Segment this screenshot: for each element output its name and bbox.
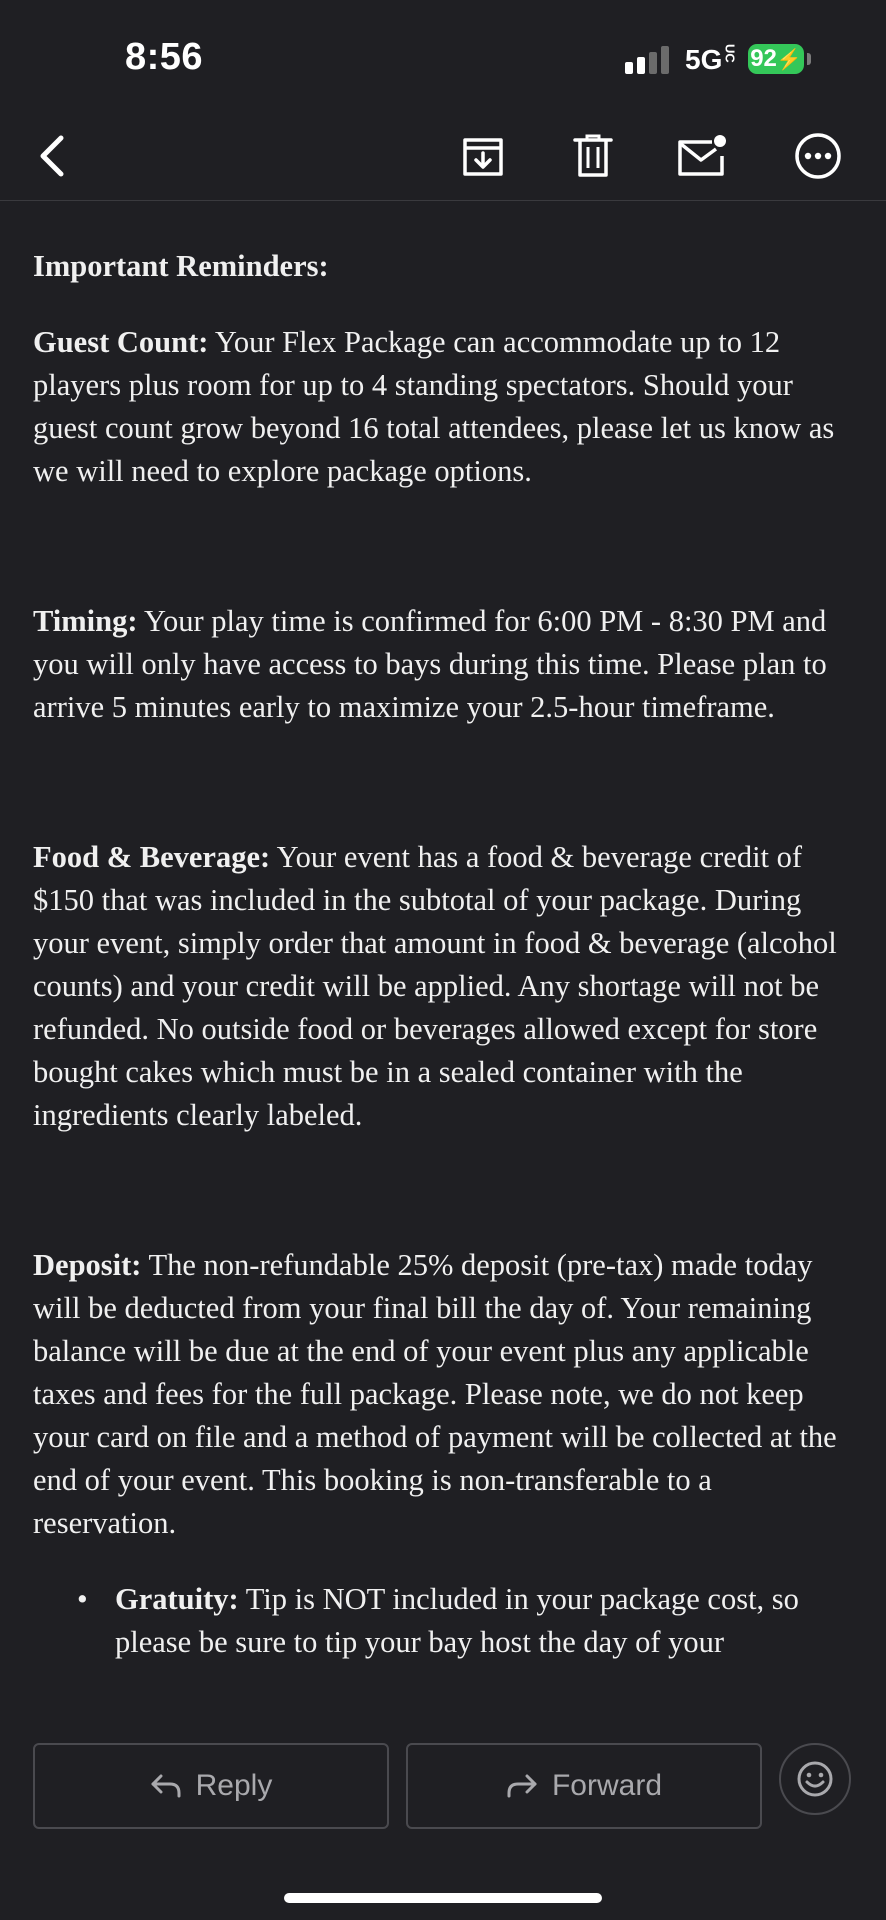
section-text: Tip is NOT included in your package cost, so please be sure to tip your bay host the day of your	[115, 1582, 799, 1659]
deposit-paragraph	[33, 1244, 858, 1545]
section-text: Your Flex Package can accommodate up to 12 players plus room for up to 4 standing spectators. Should your guest count grow beyond 16 total attendees, please let us know as we will need to explore package options.	[33, 325, 835, 488]
gratuity-list-item	[33, 1578, 858, 1664]
home-indicator[interactable]	[284, 1893, 602, 1903]
mark-unread-button[interactable]	[675, 128, 731, 184]
forward-button[interactable]	[406, 1743, 762, 1829]
network-indicator: 5GUC	[685, 44, 738, 75]
reply-icon	[150, 1773, 182, 1799]
section-label: Food & Beverage:	[33, 840, 271, 874]
status-time: 8:56	[125, 36, 204, 78]
email-heading: Important Reminders:	[33, 249, 329, 283]
unread-mail-icon	[676, 132, 730, 180]
back-button[interactable]	[25, 128, 81, 184]
section-label: Timing:	[33, 604, 138, 638]
timing-paragraph	[33, 600, 858, 729]
bottom-action-bar	[0, 1732, 886, 1920]
status-bar	[0, 0, 886, 110]
section-label: Gratuity:	[115, 1582, 239, 1616]
trash-icon	[571, 132, 615, 180]
email-toolbar	[0, 110, 886, 201]
section-text: Your event has a food & beverage credit of $150 that was included in the subtotal of your package. During your event, simply order that amount in food & beverage (alcohol counts) and your credit will be applied. Any shortage will not be refunded. No outside food or beverages allowed except for store bought cakes which must be in a sealed container with the ingredients clearly labeled.	[33, 840, 837, 1132]
more-button[interactable]	[790, 128, 846, 184]
email-body	[33, 245, 858, 1664]
signal-icon	[625, 46, 671, 74]
battery-icon: 92⚡	[748, 44, 804, 74]
forward-label: Forward	[551, 1769, 663, 1802]
section-text: Your play time is confirmed for 6:00 PM - 8:30 PM and you will only have access to bays during this time. Please plan to arrive 5 minutes early to maximize your 2.5-hour timeframe.	[33, 604, 827, 724]
smiley-icon	[796, 1760, 834, 1798]
reply-label: Reply	[195, 1769, 273, 1802]
battery-level: 92	[750, 45, 777, 72]
section-text: The non-refundable 25% deposit (pre-tax) made today will be deducted from your final bill the day of. Your remaining balance will be due at the end of your event plus any applicable taxes and fees for the full package. Please note, we do not keep your card on file and a method of payment will be collected at the end of your event. This booking is non-transferable to a reservation.	[33, 1248, 837, 1540]
archive-icon	[459, 132, 507, 180]
delete-button[interactable]	[565, 128, 621, 184]
archive-button[interactable]	[455, 128, 511, 184]
section-label: Guest Count:	[33, 325, 209, 359]
reply-button[interactable]	[33, 1743, 389, 1829]
reaction-button[interactable]	[779, 1743, 851, 1815]
more-icon	[793, 131, 843, 181]
back-icon	[33, 132, 73, 180]
forward-icon	[506, 1773, 538, 1799]
food-beverage-paragraph	[33, 836, 858, 1137]
guest-count-paragraph	[33, 321, 858, 493]
section-label: Deposit:	[33, 1248, 142, 1282]
battery-tip	[807, 53, 811, 65]
